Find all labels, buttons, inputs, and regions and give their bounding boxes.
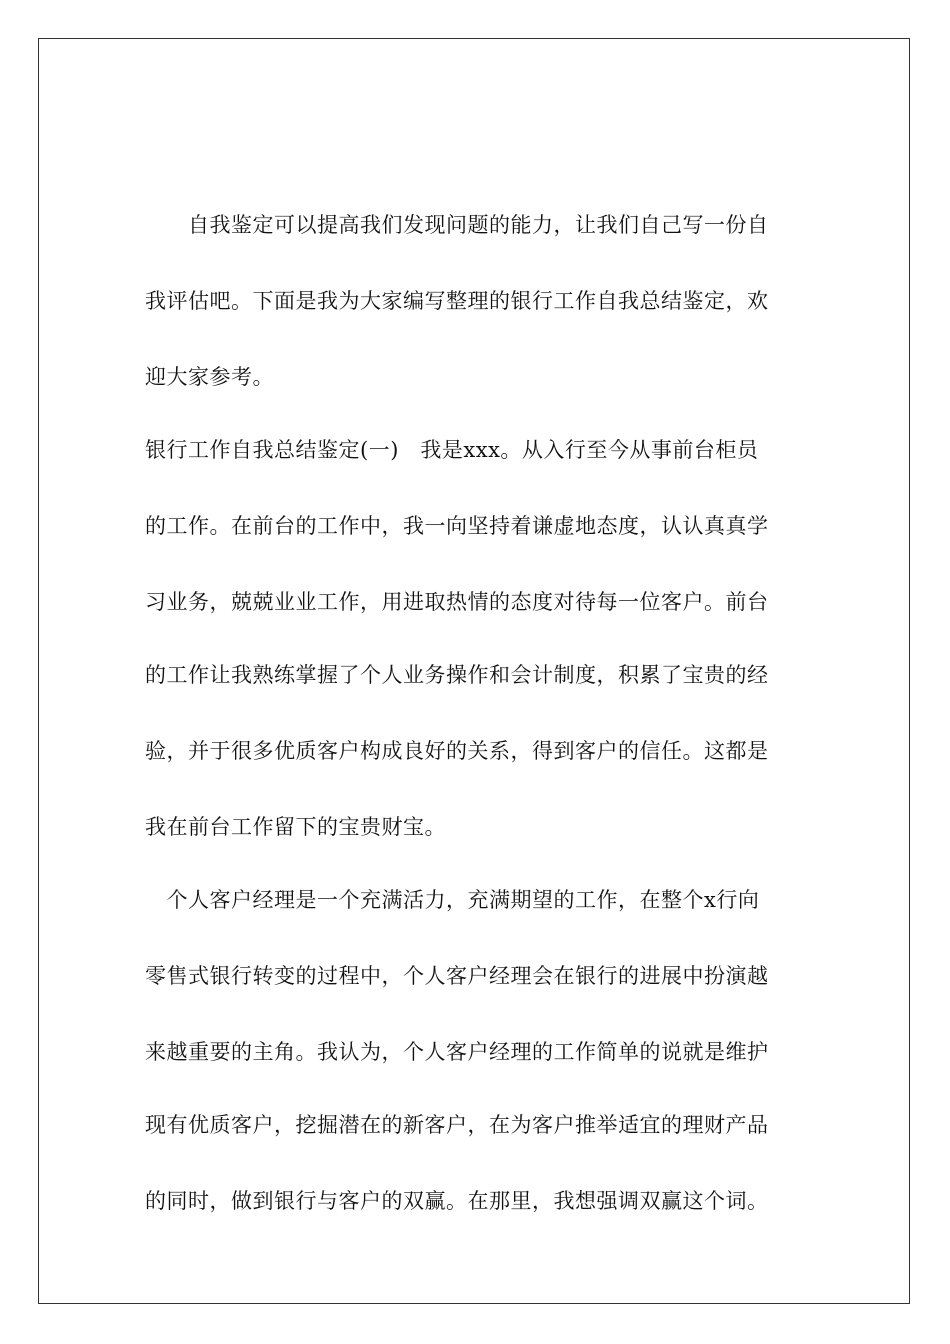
text-line: 自我鉴定可以提高我们发现问题的能力，让我们自己写一份自: [145, 213, 769, 237]
text-line: 验，并于很多优质客户构成良好的关系，得到客户的信任。这都是: [145, 739, 769, 763]
text-line: 的同时，做到银行与客户的双赢。在那里，我想强调双赢这个词。: [145, 1189, 769, 1213]
text-line: 来越重要的主角。我认为，个人客户经理的工作简单的说就是维护: [145, 1040, 769, 1064]
text-line: 现有优质客户，挖掘潜在的新客户，在为客户推举适宜的理财产品: [145, 1113, 769, 1137]
text-line: 的工作让我熟练掌握了个人业务操作和会计制度，积累了宝贵的经: [145, 663, 769, 687]
text-line: 习业务，兢兢业业工作，用进取热情的态度对待每一位客户。前台: [145, 590, 769, 614]
text-line: 个人客户经理是一个充满活力，充满期望的工作，在整个x行向: [145, 888, 760, 912]
text-line: 的工作。在前台的工作中，我一向坚持着谦虚地态度，认认真真学: [145, 514, 769, 538]
text-line: 我在前台工作留下的宝贵财宝。: [145, 815, 446, 839]
section-heading-line: 银行工作自我总结鉴定(一) 我是xxx。从入行至今从事前台柜员: [145, 438, 759, 462]
text-line: 迎大家参考。: [145, 365, 274, 389]
text-line: 我评估吧。下面是我为大家编写整理的银行工作自我总结鉴定，欢: [145, 289, 769, 313]
text-line: 零售式银行转变的过程中，个人客户经理会在银行的进展中扮演越: [145, 964, 769, 988]
